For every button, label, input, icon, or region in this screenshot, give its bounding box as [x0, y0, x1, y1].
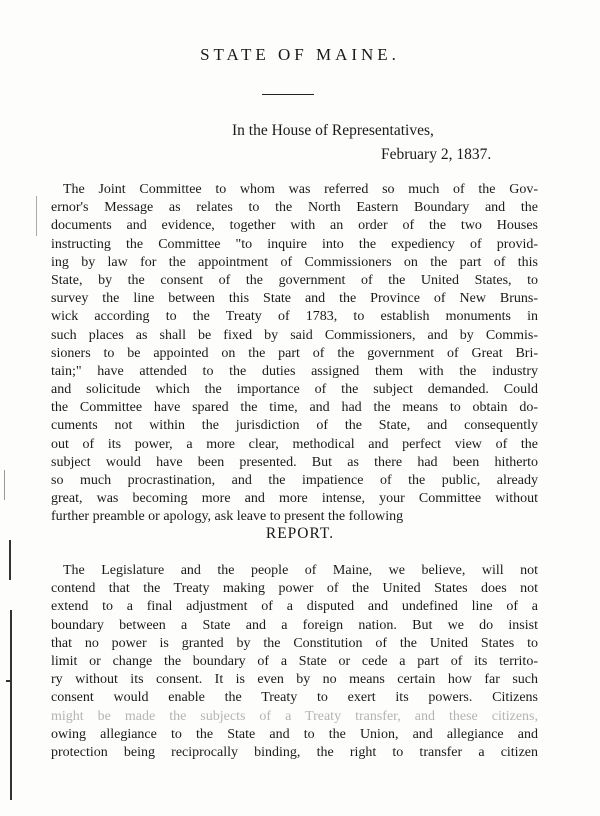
text-line: and solicitude which the importance of the subject demanded. Could — [51, 382, 538, 398]
binding-mark — [6, 680, 12, 682]
page-title: STATE OF MAINE. — [200, 45, 400, 64]
binding-mark — [9, 540, 11, 580]
text-line: survey the line between this State and the Province of New Bruns- — [51, 291, 538, 307]
text-line: the Committee have spared the time, and had the means to obtain do- — [51, 400, 538, 416]
text-line: further preamble or apology, ask leave to present the following — [51, 509, 404, 525]
text-line: ing by law for the appointment of Commissioners on the part of this — [51, 254, 538, 270]
text-line-faded: might be made the subjects of a Treaty transfer, and these citizens, — [51, 708, 538, 724]
text-line: contend that the Treaty making power of the United States does not — [51, 581, 538, 597]
session-date: February 2, 1837. — [381, 146, 492, 163]
text-line: that no power is granted by the Constitution of the United States to — [51, 635, 538, 651]
intro-paragraph — [51, 181, 538, 527]
binding-mark — [10, 610, 12, 800]
text-line: sioners to be appointed on the part of the government of Great Bri- — [51, 345, 538, 361]
text-line: cuments not within the jurisdiction of the State, and consequently — [51, 418, 538, 434]
text-line: boundary between a State and a foreign nation. But we do insist — [51, 617, 538, 633]
report-paragraph — [51, 562, 538, 762]
report-heading: REPORT. — [265, 525, 335, 542]
text-line: documents and evidence, together with an order of the two Houses — [51, 218, 538, 234]
session-place: In the House of Representatives, — [232, 122, 434, 139]
text-line: The Joint Committee to whom was referred so much of the Gov- — [63, 182, 538, 197]
text-line: State, by the consent of the government of the United States, to — [51, 272, 538, 288]
text-line: out of its power, a more clear, methodical and perfect view of the — [51, 436, 538, 452]
text-line: great, was becoming more and more intense, your Committee without — [51, 491, 538, 507]
text-line: so much procrastination, and the impatience of the public, already — [51, 473, 538, 488]
text-line: extend to a final adjustment of a disputed and undefined line of a — [51, 599, 538, 615]
text-line: subject would have been presented. But as there had been hitherto — [51, 454, 538, 470]
text-line: limit or change the boundary of a State or cede a part of its territo- — [51, 653, 538, 669]
text-line: protection being reciprocally binding, the right to transfer a citizen — [51, 744, 538, 760]
title-rule — [262, 94, 314, 95]
text-line: ernor's Message as relates to the North Eastern Boundary and the — [51, 200, 538, 216]
text-line: wick according to the Treaty of 1783, to establish monuments in — [51, 309, 538, 325]
text-line: The Legislature and the people of Maine, we believe, will not — [63, 563, 538, 578]
binding-mark — [36, 196, 37, 236]
text-line: ry without its consent. It is even by no means certain how far such — [51, 672, 538, 688]
text-line: owing allegiance to the State and to the Union, and allegiance and — [51, 726, 538, 742]
text-line: instructing the Committee "to inquire into the expediency of provid- — [51, 236, 538, 252]
binding-mark — [4, 470, 5, 500]
text-line: such places as shall be fixed by said Commissioners, and by Commis- — [51, 327, 538, 343]
text-line: tain;" have attended to the duties assigned them with the industry — [51, 363, 538, 379]
text-line: consent would enable the Treaty to exert its powers. Citizens — [51, 690, 538, 706]
